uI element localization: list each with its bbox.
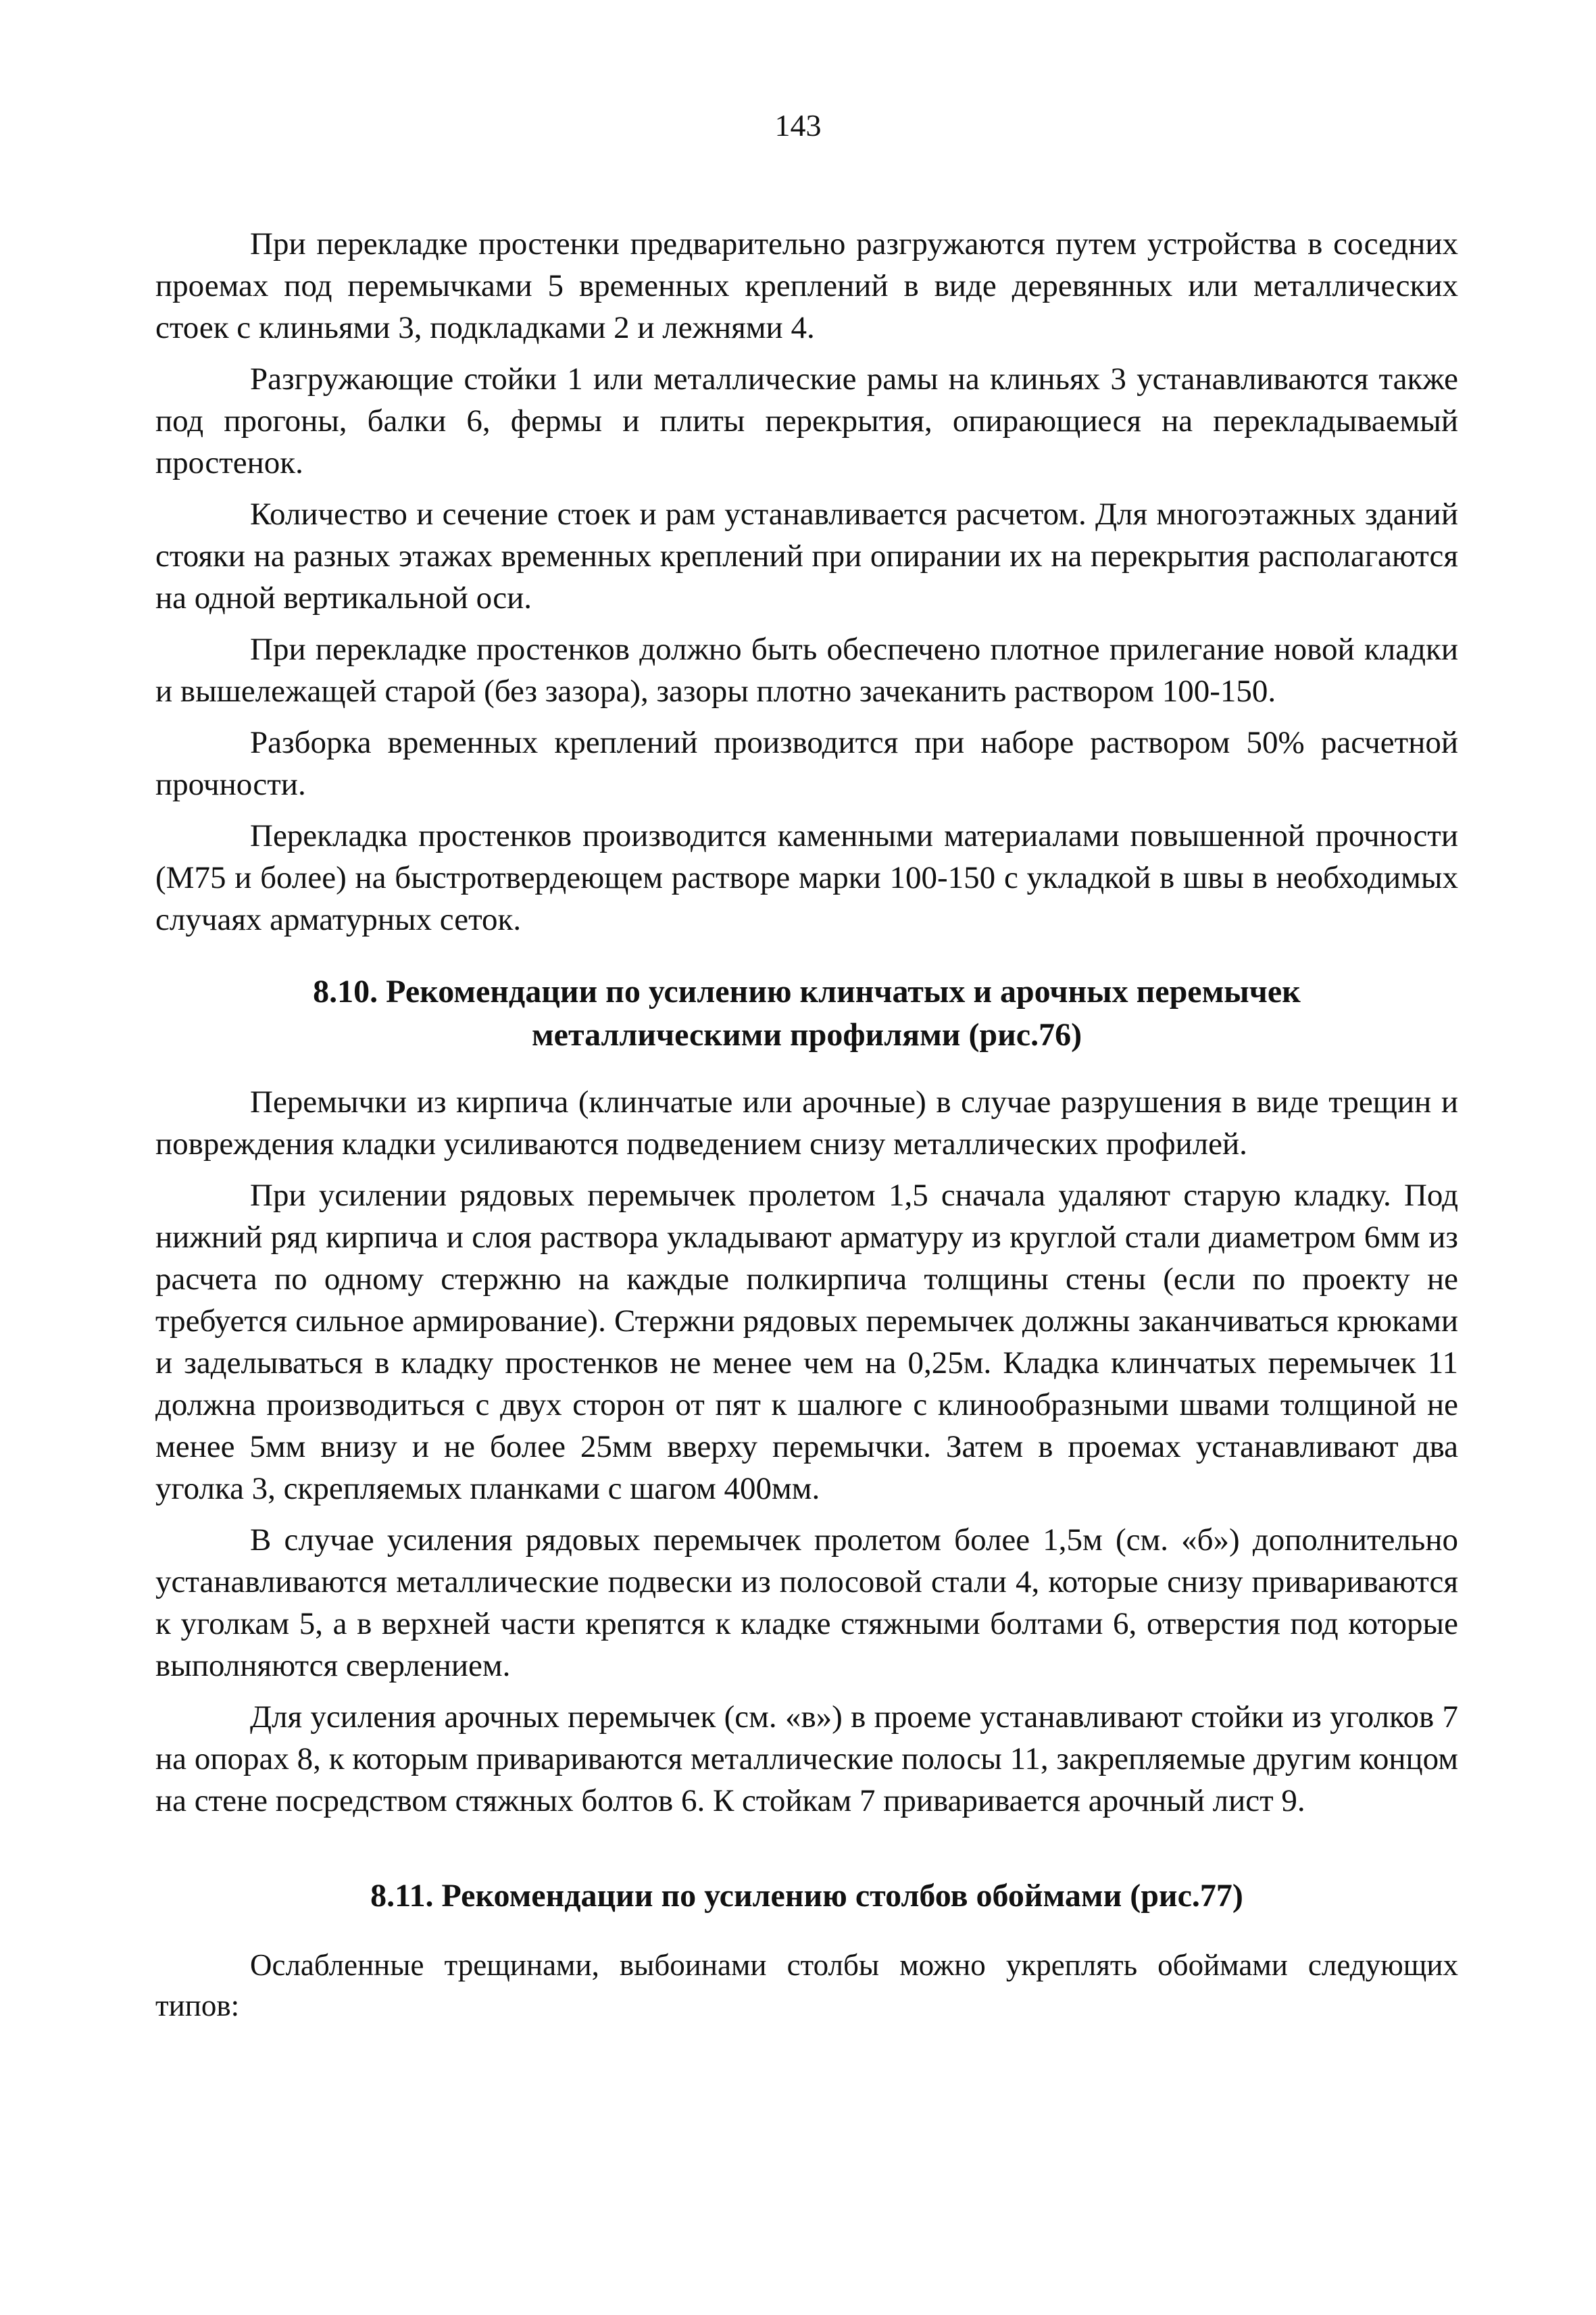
paragraph: В случае усиления рядовых перемычек пролетом более 1,5м (см. «б») дополнительно устанавливаются металлические подвески из полосовой стали 4, которые снизу привариваются к уголкам 5, а в верхней части крепятся к кладке стяжными болтами 6, отверстия под которые выполняются сверлением. (155, 1522, 1458, 1683)
paragraph: При перекладке простенков должно быть обеспечено плотное прилегание новой кладки и вышележащей старой (без зазора), зазоры плотно зачеканить раствором 100-150. (155, 632, 1458, 709)
paragraph: Количество и сечение стоек и рам устанавливается расчетом. Для многоэтажных зданий стояки на разных этажах временных креплений при опирании их на перекрытия располагаются на одной вертикальной оси. (155, 497, 1458, 616)
paragraph: Ослабленные трещинами, выбоинами столбы можно укреплять обоймами следующих типов: (155, 1948, 1458, 2022)
paragraph: Перемычки из кирпича (клинчатые или арочные) в случае разрушения в виде трещин и повреждения кладки усиливаются подведением снизу металлических профилей. (155, 1085, 1458, 1162)
paragraph: При усилении рядовых перемычек пролетом 1,5 сначала удаляют старую кладку. Под нижний ряд кирпича и слоя раствора укладывают арматуру из круглой стали диаметром 6мм из расчета по одному стержню на каждые полкирпича толщины стены (если по проекту не требуется сильное армирование). Стержни рядовых перемычек должны заканчиваться крюками и заделываться в кладку простенков не менее чем на 0,25м. Кладка клинчатых перемычек 11 должна производиться с двух сторон от пят к шалюге с клинообразными швами толщиной не менее 5мм внизу и не более 25мм вверху перемычки. Затем в проемах устанавливают два уголка 3, скрепляемых планками с шагом 400мм. (155, 1178, 1458, 1506)
section-heading-8-10: 8.10. Рекомендации по усилению клинчатых и арочных перемычек металлическими профилями (рис.76) (313, 974, 1301, 1053)
paragraph: При перекладке простенки предварительно разгружаются путем устройства в соседних проемах под перемычками 5 временных креплений в виде деревянных или металлических стоек с клиньями 3, подкладками 2 и лежнями 4. (155, 226, 1458, 345)
paragraph: Для усиления арочных перемычек (см. «в») в проеме устанавливают стойки из уголков 7 на опорах 8, к которым привариваются металлические полосы 11, закрепляемые другим концом на стене посредством стяжных болтов 6. К стойкам 7 приваривается арочный лист 9. (155, 1699, 1458, 1818)
paragraph: Разборка временных креплений производится при наборе раствором 50% расчетной прочности. (155, 725, 1458, 802)
page-body (155, 223, 1458, 2026)
paragraph: Перекладка простенков производится каменными материалами повышенной прочности (М75 и более) на быстротвердеющем растворе марки 100-150 с укладкой в швы в необходимых случаях арматурных сеток. (155, 818, 1458, 937)
paragraph: Разгружающие стойки 1 или металлические рамы на клиньях 3 устанавливаются также под прогоны, балки 6, фермы и плиты перекрытия, опирающиеся на перекладываемый простенок. (155, 362, 1458, 480)
section-heading-8-11: 8.11. Рекомендации по усилению столбов обоймами (рис.77) (370, 1878, 1243, 1914)
page-number: 143 (774, 108, 822, 143)
